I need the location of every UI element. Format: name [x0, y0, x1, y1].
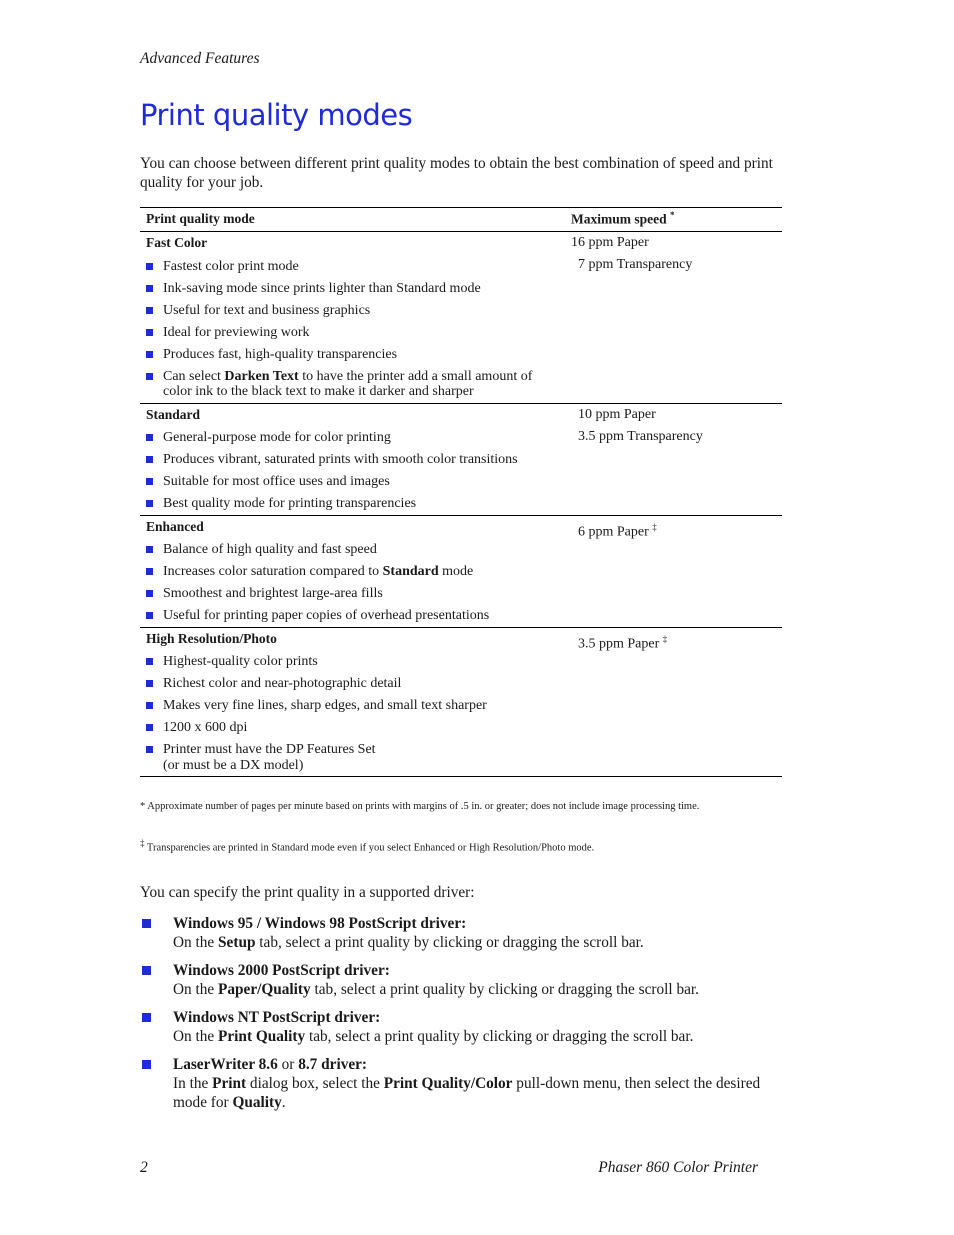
- column-header-speed: Maximum speed *: [565, 208, 782, 232]
- list-item: Can select Darken Text to have the printer add a small amount of color ink to the black text to make it darker and sharper: [146, 369, 559, 400]
- double-dagger-mark: ‡: [652, 521, 657, 532]
- table-row: [140, 627, 782, 777]
- table-row: [140, 232, 782, 404]
- intro-paragraph: You can choose between different print quality modes to obtain the best combination of speed and print quality for your job.: [140, 155, 773, 191]
- speed-cell: [565, 515, 782, 627]
- list-item: Useful for printing paper copies of overhead presentations: [146, 608, 559, 624]
- list-item: Produces fast, high-quality transparencies: [146, 347, 559, 363]
- speed-cell: [565, 403, 782, 515]
- footnote-asterisk: * Approximate number of pages per minute based on prints with margins of .5 in. or greater; does not include image processing time.: [140, 801, 700, 812]
- running-footer: Phaser 860 Color Printer: [598, 1159, 758, 1176]
- bullet-square-icon: [146, 658, 153, 665]
- bullet-square-icon: [146, 307, 153, 314]
- bullet-square-icon: [146, 702, 153, 709]
- table-row: [140, 403, 782, 515]
- bullet-square-icon: [146, 724, 153, 731]
- mode-name: Fast Color: [146, 235, 208, 250]
- mode-cell: [140, 627, 565, 777]
- double-dagger-mark: ‡: [662, 633, 668, 644]
- list-item: Windows NT PostScript driver: On the Print Quality tab, select a print quality by clicking or dragging the scroll bar.: [140, 1008, 790, 1046]
- bullet-square-icon: [146, 373, 153, 380]
- bullet-square-icon: [146, 434, 153, 441]
- bullet-square-icon: [146, 746, 153, 753]
- bullet-square-icon: [146, 590, 153, 597]
- driver-title: Windows 95 / Windows 98 PostScript driver:: [173, 915, 467, 932]
- table-row: [140, 515, 782, 627]
- driver-title: Windows NT PostScript driver:: [173, 1009, 381, 1026]
- table-header-row: [140, 208, 782, 232]
- list-item: Increases color saturation compared to Standard mode: [146, 564, 559, 580]
- bullet-square-icon: [146, 329, 153, 336]
- mode-name: Enhanced: [146, 518, 204, 534]
- bullet-square-icon: [146, 612, 153, 619]
- list-item: Best quality mode for printing transparencies: [146, 496, 559, 512]
- mode-name: Standard: [146, 406, 201, 422]
- speed-paper: 3.5 ppm Paper ‡: [578, 633, 668, 652]
- mode-name: High Resolution/Photo: [146, 630, 277, 646]
- bullet-square-icon: [142, 966, 151, 975]
- list-item: LaserWriter 8.6 or 8.7 driver: In the Print dialog box, select the Print Quality/Color pull-down menu, then select the desired mode for Quality.: [140, 1055, 790, 1112]
- mode-cell: [140, 232, 565, 404]
- bullet-square-icon: [146, 500, 153, 507]
- speed-transparency: 3.5 ppm Transparency: [578, 428, 703, 444]
- list-item: Balance of high quality and fast speed: [146, 542, 559, 558]
- speed-paper: 10 ppm Paper: [578, 406, 656, 422]
- list-item: Printer must have the DP Features Set (or must be a DX model): [146, 742, 559, 773]
- list-item: Fastest color print mode: [146, 259, 559, 275]
- asterisk-mark: *: [670, 210, 675, 221]
- footnote-double-dagger: ‡ Transparencies are printed in Standard mode even if you select Enhanced or High Resolution/Photo mode.: [140, 838, 595, 854]
- mode-cell: [140, 515, 565, 627]
- bullet-square-icon: [146, 285, 153, 292]
- page-title: Print quality modes: [140, 98, 413, 132]
- list-item: Windows 2000 PostScript driver: On the Paper/Quality tab, select a print quality by clicking or dragging the scroll bar.: [140, 961, 790, 999]
- driver-title: LaserWriter 8.6: [173, 1056, 278, 1073]
- list-item: Highest-quality color prints: [146, 654, 559, 670]
- list-item: Ink-saving mode since prints lighter than Standard mode: [146, 281, 559, 297]
- list-item: General-purpose mode for color printing: [146, 430, 559, 446]
- bullet-square-icon: [146, 456, 153, 463]
- bullet-square-icon: [146, 351, 153, 358]
- bullet-square-icon: [146, 478, 153, 485]
- bullet-square-icon: [146, 546, 153, 553]
- list-item: Makes very fine lines, sharp edges, and small text sharper: [146, 698, 559, 714]
- driver-title: Windows 2000 PostScript driver:: [173, 962, 390, 979]
- bullet-square-icon: [146, 680, 153, 687]
- list-item: Useful for text and business graphics: [146, 303, 559, 319]
- list-item: Produces vibrant, saturated prints with smooth color transitions: [146, 452, 559, 468]
- speed-cell: [565, 232, 782, 404]
- speed-transparency: 7 ppm Transparency: [578, 257, 693, 272]
- list-item: Suitable for most office uses and images: [146, 474, 559, 490]
- speed-paper: 16 ppm Paper: [571, 235, 649, 250]
- speed-cell: [565, 627, 782, 777]
- bullet-square-icon: [142, 1013, 151, 1022]
- mode-cell: [140, 403, 565, 515]
- list-item: 1200 x 600 dpi: [146, 720, 559, 736]
- page-number: 2: [140, 1159, 148, 1176]
- driver-list: [140, 914, 790, 1121]
- drivers-intro: You can specify the print quality in a supported driver:: [140, 884, 475, 901]
- print-quality-table: [140, 207, 782, 777]
- bullet-square-icon: [146, 568, 153, 575]
- column-header-mode: Print quality mode: [140, 208, 565, 232]
- bullet-square-icon: [142, 919, 151, 928]
- list-item: Richest color and near-photographic detail: [146, 676, 559, 692]
- list-item: Smoothest and brightest large-area fills: [146, 586, 559, 602]
- running-header: Advanced Features: [140, 50, 260, 67]
- bullet-square-icon: [142, 1060, 151, 1069]
- bullet-square-icon: [146, 263, 153, 270]
- list-item: Windows 95 / Windows 98 PostScript driver: On the Setup tab, select a print quality by clicking or dragging the scroll bar.: [140, 914, 790, 952]
- list-item: Ideal for previewing work: [146, 325, 559, 341]
- speed-paper: 6 ppm Paper ‡: [578, 521, 657, 540]
